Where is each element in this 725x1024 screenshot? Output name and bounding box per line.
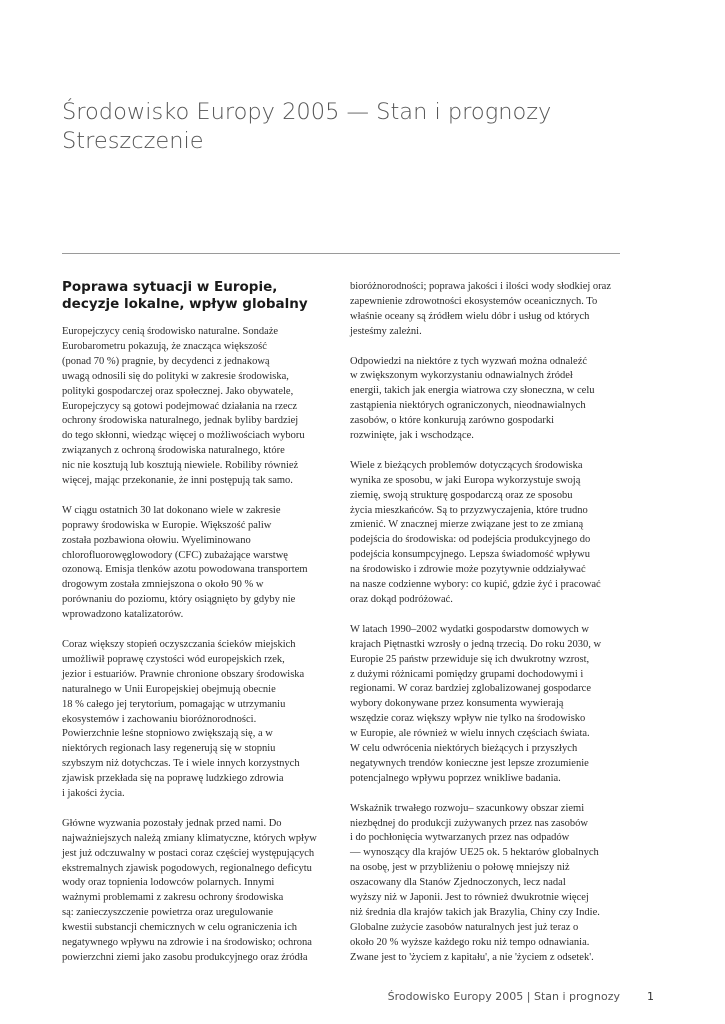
paragraph [62, 504, 340, 623]
header-divider [62, 253, 620, 254]
paragraph-line: Powierzchnie leśne stopniowo zwiększają się, a w [62, 728, 273, 740]
paragraph-line: Zwane jest to 'życiem z kapitału', a nie 'życiem z odsetek'. [350, 951, 594, 963]
paragraph [62, 817, 340, 966]
paragraph-line: jest już odczuwalny w postaci coraz częściej występujących [62, 847, 315, 859]
paragraph-line: do tego skłonni, wiedząc więcej o możliwościach wyboru [62, 430, 305, 442]
paragraph-line: i jakości życia. [62, 788, 125, 800]
paragraph-line: powierzchni ziemi jako zasobu produkcyjnego oraz źródła [62, 952, 308, 964]
paragraph-line: Wskaźnik trwałego rozwoju– szacunkowy obszar ziemi [350, 802, 585, 814]
paragraph-line: ważnymi problemami z zakresu ochrony środowiska [62, 892, 284, 904]
paragraph-line: wprowadzono katalizatorów. [62, 609, 184, 621]
paragraph-line: podejścia konsumpcyjnego. Lepsza świadomość wpływu [350, 549, 590, 561]
title-line-1: Środowisko Europy 2005 — Stan i prognozy [62, 99, 552, 125]
paragraph-line: na środowisko i zdrowie może pozytywnie oddziaływać [350, 564, 586, 576]
paragraph-line: z dużymi różnicami pomiędzy grupami dochodowymi i [350, 668, 584, 680]
section-heading-line-1: Poprawa sytuacji w Europie, [62, 279, 278, 295]
paragraph-line: Europejczycy są gotowi podejmować działania na rzecz [62, 400, 297, 412]
paragraph-line: w zwiększonym wykorzystaniu odnawialnych źródeł [350, 370, 573, 382]
left-column-paragraphs [62, 325, 340, 966]
paragraph-line: podejścia do środowiska: od podejścia produkcyjnego do [350, 534, 591, 546]
paragraph-line: wyższy niż w Japonii. Jest to również dwukrotnie więcej [350, 892, 589, 904]
paragraph-line: zasobów, o które konkurują zarówno gospodarki [350, 415, 555, 427]
paragraph-line: (ponad 70 %) pragnie, by decydenci z jednakową [62, 355, 270, 367]
title-line-2: Streszczenie [62, 128, 204, 154]
paragraph-line: drogowym została zmniejszona o około 90 % w [62, 579, 264, 591]
paragraph-line: na osobę, jest w przybliżeniu o połowę mniejszy niż [350, 862, 570, 874]
left-column [62, 279, 340, 981]
paragraph-line: W celu odwrócenia niektórych bieżących i przyszłych [350, 743, 578, 755]
paragraph-line: Eurobarometru pokazują, że znacząca większość [62, 340, 267, 352]
paragraph [350, 355, 628, 444]
paragraph-line: jesteśmy zależni. [350, 325, 422, 337]
paragraph-line: Coraz większy stopień oczyszczania ścieków miejskich [62, 639, 296, 650]
paragraph-line: najważniejszych należą zmiany klimatyczne, których wpływ [62, 832, 317, 844]
paragraph-line: i do pochłonięcia wytwarzanych przez nas odpadów [350, 832, 570, 844]
paragraph-line: negatywnych trendów konieczne jest lepsze zrozumienie [350, 757, 589, 769]
paragraph-line: niezbędnej do produkcji zużywanych przez nas zasobów [350, 817, 588, 829]
paragraph [350, 459, 628, 608]
paragraph-line: Europie 25 państw przewiduje się ich dwukrotny wzrost, [350, 653, 590, 665]
page-number: 1 [647, 990, 654, 1003]
paragraph-line: jezior i estuariów. Prawnie chronione obszary środowiska [62, 668, 305, 680]
paragraph-line: poprawy środowiska w Europie. Większość paliw [62, 519, 272, 531]
paragraph-line: ziemię, swoją strukturę gospodarczą oraz ze sposobu [350, 489, 573, 501]
paragraph-line: regionami. W coraz bardziej zglobalizowanej gospodarce [350, 683, 592, 695]
paragraph-line: więcej, mając przekonanie, że inni postępują tak samo. [62, 475, 293, 487]
paragraph-line: bioróżnorodności; poprawa jakości i ilości wody słodkiej oraz [350, 281, 611, 292]
paragraph-line: oraz dokąd podróżować. [350, 594, 453, 605]
paragraph [350, 623, 628, 787]
paragraph-line: umożliwił poprawę czystości wód europejskich rzek, [62, 653, 285, 665]
paragraph-line: Wiele z bieżących problemów dotyczących środowiska [350, 459, 583, 471]
paragraph-line: wynika ze sposobu, w jaki Europa wykorzystuje swoją [350, 474, 581, 486]
paragraph-line: zmienić. W znacznej mierze związane jest to ze zmianą [350, 519, 584, 531]
paragraph-line: naturalnego w Unii Europejskiej obejmują obecnie [62, 683, 276, 695]
paragraph-line: — wynoszący dla krajów UE25 ok. 5 hektarów globalnych [350, 847, 599, 859]
paragraph-line: niektórych regionach lasy regenerują się w stopniu [62, 743, 276, 755]
paragraph-line: właśnie oceany są źródłem wielu dóbr i usług od których [350, 310, 590, 322]
paragraph-line: na nasze codzienne wybory: co kupić, gdzie żyć i pracować [350, 579, 601, 591]
paragraph-line: 18 % całego jej terytorium, pomagając w utrzymaniu [62, 698, 286, 710]
paragraph-line: w Europie, ale również w wielu innych częściach świata. [350, 728, 590, 740]
right-column-paragraphs [350, 280, 628, 966]
paragraph-line: Globalne zużycie zasobów naturalnych jest już teraz o [350, 921, 579, 933]
paragraph-line: wody oraz topnienia lodowców polarnych. Innymi [62, 877, 275, 889]
footer-title: Środowisko Europy 2005 | Stan i prognozy [387, 990, 620, 1003]
paragraph-line: zjawisk przekłada się na poprawę ludzkiego zdrowia [62, 773, 284, 785]
paragraph-line: krajach Piętnastki wzrosły o jedną trzecią. Do roku 2030, w [350, 638, 602, 650]
paragraph-line: są: zanieczyszczenie powietrza oraz uregulowanie [62, 907, 274, 919]
paragraph-line: wszędzie coraz większy wpływ nie tylko na środowisko [350, 713, 586, 725]
paragraph-line: życia mieszkańców. Są to przyzwyczajenia, które trudno [350, 504, 588, 516]
paragraph-line: Główne wyzwania pozostały jednak przed nami. Do [62, 817, 282, 829]
paragraph-line: Odpowiedzi na niektóre z tych wyzwań można odnaleźć [350, 355, 588, 367]
paragraph-line: ochrony środowiska naturalnego, jednak byliby bardziej [62, 415, 299, 427]
paragraph-line: negatywnego wpływu na zdrowie i na środowisko; ochrona [62, 937, 312, 949]
paragraph-line: energii, takich jak energia wiatrowa czy słoneczna, w celu [350, 385, 595, 397]
paragraph-line: wybory dokonywane przez konsumenta wywierają [350, 698, 564, 710]
paragraph-line: W latach 1990–2002 wydatki gospodarstw domowych w [350, 623, 589, 635]
paragraph [62, 325, 340, 489]
right-column [350, 280, 628, 981]
paragraph-line: niż średnia dla krajów takich jak Brazylia, Chiny czy Indie. [350, 907, 600, 918]
paragraph-line: W ciągu ostatnich 30 lat dokonano wiele w zakresie [62, 504, 281, 516]
paragraph-line: rozwinięte, jak i wschodzące. [350, 430, 474, 442]
paragraph-line: oszacowany dla Stanów Zjednoczonych, lecz nadal [350, 877, 566, 889]
document-title [62, 98, 662, 156]
paragraph [350, 802, 628, 966]
paragraph-line: ekstremalnych zjawisk pogodowych, regionalnego deficytu [62, 862, 312, 874]
paragraph-line: nic nie kosztują lub kosztują niewiele. Robiliby również [62, 460, 299, 472]
paragraph-line: około 20 % wyższe każdego roku niż tempo odnawiania. [350, 936, 590, 948]
paragraph-line: szybszym niż dotychczas. Te i wiele innych korzystnych [62, 758, 300, 770]
paragraph-line: porównaniu do poziomu, który osiągnięto by gdyby nie [62, 594, 296, 606]
section-heading [62, 279, 340, 312]
paragraph-line: chlorofluorowęglowodory (CFC) zubażające warstwę [62, 549, 288, 561]
paragraph-line: ozonową. Emisja tlenków azotu powodowana transportem [62, 564, 308, 576]
paragraph-line: polityki gospodarczej oraz społecznej. Jako obywatele, [62, 385, 294, 397]
paragraph-line: uwagą odnosili się do polityki w zakresie środowiska, [62, 370, 289, 382]
paragraph [62, 638, 340, 802]
paragraph-line: kwestii substancji chemicznych w celu ograniczenia ich [62, 922, 297, 934]
paragraph-line: Europejczycy cenią środowisko naturalne. Sondaże [62, 326, 279, 337]
paragraph-line: ekosystemów i zachowaniu bioróżnorodności. [62, 713, 257, 725]
paragraph-line: związanych z ochroną środowiska naturalnego, które [62, 445, 285, 457]
paragraph [350, 280, 628, 340]
section-heading-line-2: decyzje lokalne, wpływ globalny [62, 295, 308, 312]
paragraph-line: zapewnienie zdrowotności ekosystemów oceanicznych. To [350, 295, 598, 307]
paragraph-line: została pozbawiona ołowiu. Wyeliminowano [62, 534, 251, 546]
paragraph-line: potencjalnego wpływu poprzez wnikliwe badania. [350, 772, 561, 784]
paragraph-line: zastąpienia niektórych ograniczonych, nieodnawialnych [350, 400, 586, 412]
